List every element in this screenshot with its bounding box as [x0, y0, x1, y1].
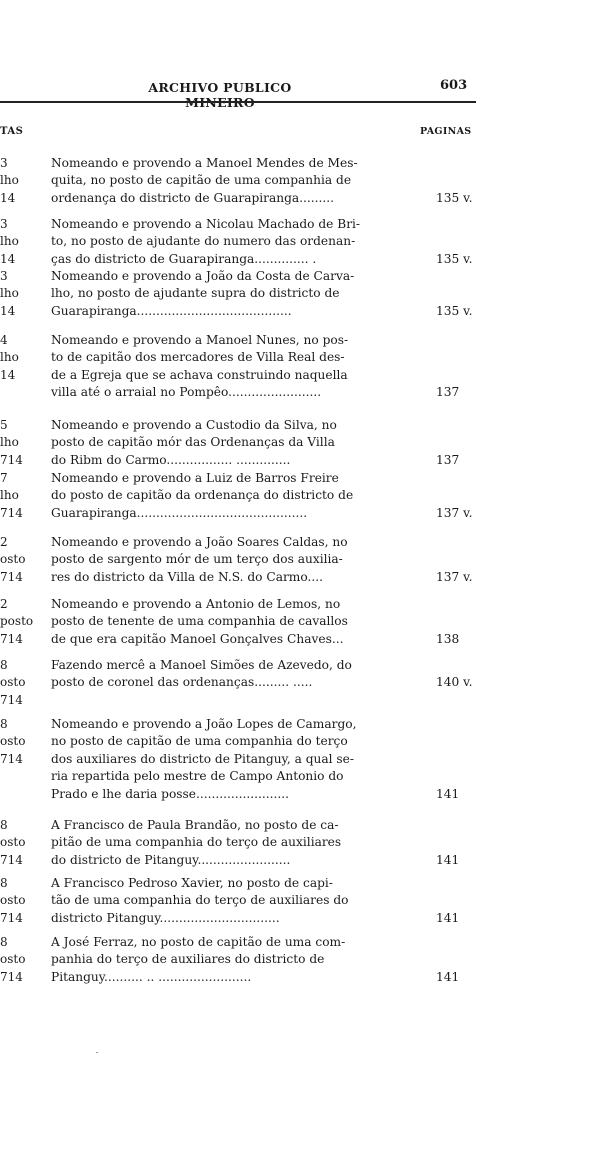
entry-date-fragment: 714 — [0, 569, 23, 584]
entry-text-line: to, no posto de ajudante do numero das ordenan- — [51, 234, 356, 249]
entry-page-reference: 137 — [436, 452, 460, 467]
page-number: 603 — [440, 78, 468, 93]
dates-column-heading: TAS — [0, 126, 24, 137]
entry-text-line: Nomeando e provendo a Manoel Nunes, no pos- — [51, 333, 349, 347]
header-rule — [0, 101, 476, 103]
entry-date-fragment: osto — [0, 952, 26, 967]
entry-text-line: A Francisco Pedroso Xavier, no posto de capi- — [51, 876, 333, 890]
entry-text-line: lho, no posto de ajudante supra do districto de — [51, 286, 340, 301]
entry-date-fragment: 714 — [0, 452, 23, 467]
entry-date-fragment: 14 — [0, 251, 16, 266]
pages-column-heading: PAGINAS — [420, 126, 472, 137]
entry-date-fragment: 8 — [0, 876, 8, 890]
entry-text-line: pitão de uma companhia do terço de auxiliares — [51, 835, 342, 850]
entry-text-line: Guarapiranga............................................ — [51, 505, 308, 520]
entry-date-fragment: 8 — [0, 658, 8, 672]
entry-text-line: Nomeando e provendo a Antonio de Lemos, no — [51, 597, 341, 611]
entry-date-fragment: 714 — [0, 852, 23, 867]
entry-text-line: Prado e lhe daria posse........................ — [51, 786, 289, 801]
entry-date-fragment: 14 — [0, 303, 16, 318]
entry-text-line: A Francisco de Paula Brandão, no posto de ca- — [51, 818, 339, 832]
entry-date-fragment: osto — [0, 893, 26, 908]
entry-text-line: Nomeando e provendo a Custodio da Silva, no — [51, 418, 337, 432]
paper-speck — [96, 1052, 98, 1053]
entry-date-fragment: 14 — [0, 190, 16, 205]
entry-text-line: ria repartida pelo mestre de Campo Antonio do — [51, 769, 344, 784]
entry-date-fragment: 2 — [0, 597, 8, 611]
entry-date-fragment: lho — [0, 435, 19, 450]
entry-page-reference: 137 v. — [436, 569, 473, 584]
entry-date-fragment: 714 — [0, 910, 23, 925]
entry-text-line: Nomeando e provendo a Luiz de Barros Freire — [51, 471, 339, 485]
entry-date-fragment: posto — [0, 614, 34, 629]
entry-page-reference: 141 — [436, 969, 460, 984]
entry-text-line: res do districto da Villa de N.S. do Carmo.... — [51, 569, 323, 584]
entry-date-fragment: 714 — [0, 692, 23, 707]
entry-text-line: Fazendo mercê a Manoel Simões de Azevedo, do — [51, 658, 352, 672]
entry-date-fragment: lho — [0, 350, 19, 365]
entry-date-fragment: 714 — [0, 751, 23, 766]
entry-page-reference: 138 — [436, 631, 460, 646]
entry-text-line: Nomeando e provendo a João da Costa de Carva- — [51, 269, 355, 283]
entry-date-fragment: 3 — [0, 269, 8, 283]
entry-page-reference: 135 v. — [436, 251, 473, 266]
entry-text-line: posto de coronel das ordenanças......... ..... — [51, 675, 313, 690]
entry-date-fragment: 714 — [0, 631, 23, 646]
entry-text-line: no posto de capitão de uma companhia do terço — [51, 734, 348, 749]
entry-date-fragment: 4 — [0, 333, 8, 347]
entry-text-line: posto de sargento mór de um terço dos auxilia- — [51, 552, 343, 567]
entry-date-fragment: 8 — [0, 935, 8, 949]
entry-page-reference: 141 — [436, 852, 460, 867]
entry-text-line: Guarapiranga........................................ — [51, 303, 292, 318]
running-header-title: ARCHIVO PUBLICO MINEIRO — [148, 80, 292, 110]
entry-date-fragment: 3 — [0, 217, 8, 231]
entry-text-line: do Ribm do Carmo................. .............. — [51, 452, 291, 467]
entry-text-line: panhia do terço de auxiliares do districto de — [51, 952, 325, 967]
entry-page-reference: 141 — [436, 786, 460, 801]
entry-text-line: tão de uma companhia do terço de auxiliares do — [51, 893, 349, 908]
entry-text-line: districto Pitanguy............................... — [51, 910, 280, 925]
entry-date-fragment: 714 — [0, 505, 23, 520]
entry-date-fragment: 5 — [0, 418, 8, 432]
entry-text-line: do districto de Pitanguy........................ — [51, 852, 291, 867]
entry-date-fragment: 14 — [0, 367, 16, 382]
entry-date-fragment: lho — [0, 488, 19, 503]
entry-text-line: A José Ferraz, no posto de capitão de uma com- — [51, 935, 346, 949]
entry-text-line: Nomeando e provendo a João Soares Caldas, no — [51, 535, 348, 549]
entry-date-fragment: osto — [0, 552, 26, 567]
entry-text-line: Nomeando e provendo a Manoel Mendes de Mes- — [51, 156, 358, 170]
entry-date-fragment: lho — [0, 286, 19, 301]
entry-text-line: de que era capitão Manoel Gonçalves Chaves... — [51, 631, 344, 646]
entry-date-fragment: osto — [0, 675, 26, 690]
entry-date-fragment: 7 — [0, 471, 8, 485]
entry-text-line: to de capitão dos mercadores de Villa Real des- — [51, 350, 345, 365]
entry-text-line: posto de tenente de uma companhia de cavallos — [51, 614, 348, 629]
entry-text-line: quita, no posto de capitão de uma companhia de — [51, 173, 352, 188]
entry-date-fragment: osto — [0, 734, 26, 749]
entry-date-fragment: osto — [0, 835, 26, 850]
entry-page-reference: 135 v. — [436, 190, 473, 205]
entry-text-line: de a Egreja que se achava construindo naquella — [51, 367, 348, 382]
entry-date-fragment: lho — [0, 173, 19, 188]
entry-page-reference: 137 v. — [436, 505, 473, 520]
entry-date-fragment: 2 — [0, 535, 8, 549]
entry-text-line: villa até o arraial no Pompêo........................ — [51, 385, 322, 400]
entry-page-reference: 140 v. — [436, 675, 473, 690]
entry-page-reference: 137 — [436, 385, 460, 400]
entry-text-line: Pitanguy.......... .. ........................ — [51, 969, 252, 984]
entry-page-reference: 135 v. — [436, 303, 473, 318]
entry-date-fragment: 8 — [0, 717, 8, 731]
entry-date-fragment: 714 — [0, 969, 23, 984]
entry-text-line: Nomeando e provendo a João Lopes de Camargo, — [51, 717, 357, 731]
entry-text-line: dos auxiliares do districto de Pitanguy, a qual se- — [51, 751, 354, 766]
entry-text-line: posto de capitão mór das Ordenanças da Villa — [51, 435, 335, 450]
entry-text-line: ças do districto de Guarapiranga.............. . — [51, 251, 317, 266]
entry-page-reference: 141 — [436, 910, 460, 925]
entry-date-fragment: lho — [0, 234, 19, 249]
entry-text-line: ordenança do districto de Guarapiranga......... — [51, 190, 335, 205]
entry-date-fragment: 8 — [0, 818, 8, 832]
entry-text-line: Nomeando e provendo a Nicolau Machado de Bri- — [51, 217, 361, 231]
entry-date-fragment: 3 — [0, 156, 8, 170]
entry-text-line: do posto de capitão da ordenança do districto de — [51, 488, 354, 503]
